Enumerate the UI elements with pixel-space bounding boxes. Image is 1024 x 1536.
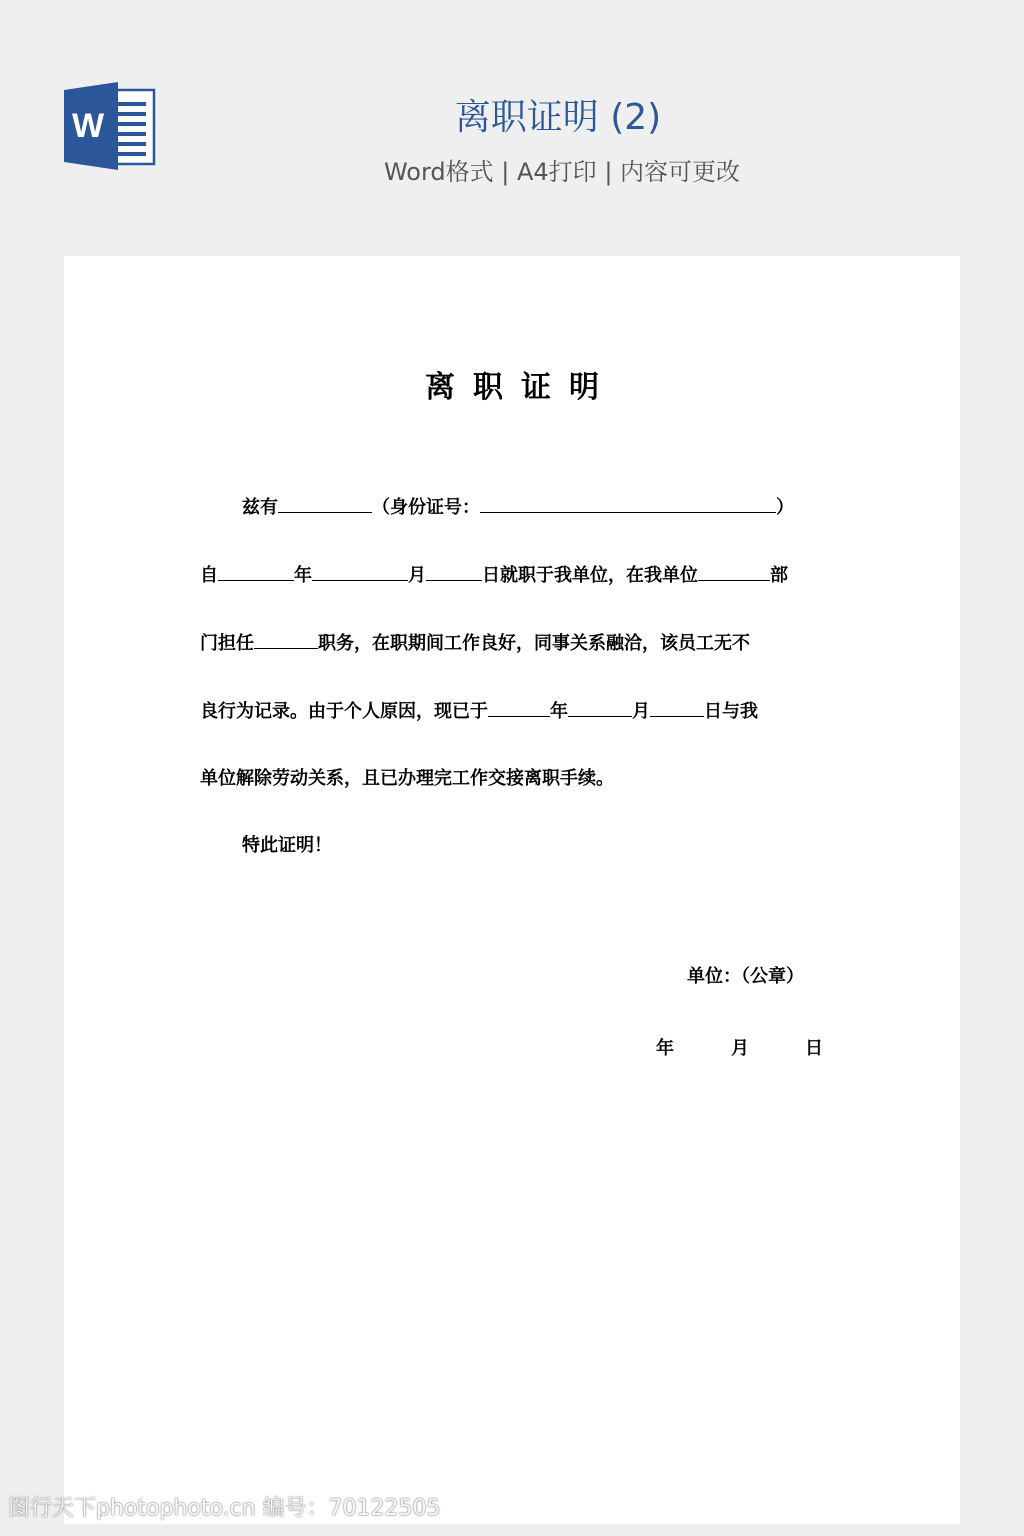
text-segment: 月 xyxy=(632,701,650,722)
date-year-label: 年 xyxy=(656,1038,674,1059)
text-segment: 门担任 xyxy=(200,633,254,654)
text-segment: 良行为记录。由于个人原因，现已于 xyxy=(200,701,488,722)
id-number-blank[interactable] xyxy=(480,492,776,513)
text-segment: 部 xyxy=(770,565,788,586)
date-month-label: 月 xyxy=(731,1038,749,1059)
closing-statement: 特此证明！ xyxy=(242,835,332,856)
start-month-blank[interactable] xyxy=(312,560,408,581)
banner-subtitle: Word格式 | A4打印 | 内容可更改 xyxy=(383,158,741,186)
watermark: 图行天下photophoto.cn 编号：70122505 xyxy=(8,1496,441,1521)
text-segment: 月 xyxy=(408,565,426,586)
document-page xyxy=(64,256,960,1524)
start-year-blank[interactable] xyxy=(218,560,294,581)
text-segment: ） xyxy=(776,497,794,518)
text-segment: 日与我 xyxy=(704,701,758,722)
name-blank[interactable] xyxy=(278,492,372,513)
leave-day-blank[interactable] xyxy=(650,696,704,717)
text-segment: 年 xyxy=(550,701,568,722)
text-segment: 自 xyxy=(200,565,218,586)
department-blank[interactable] xyxy=(698,560,770,581)
document-title: 离职证明 xyxy=(425,370,617,405)
text-segment: （身份证号： xyxy=(372,497,480,518)
banner-title: 离职证明 (2) xyxy=(454,97,662,138)
text-segment: 职务，在职期间工作良好，同事关系融洽，该员工无不 xyxy=(318,633,750,654)
paragraph-line-5: 单位解除劳动关系，且已办理完工作交接离职手续。 xyxy=(200,768,614,789)
header-banner xyxy=(0,0,1024,256)
unit-seal-line: 单位：（公章） xyxy=(687,966,804,987)
leave-year-blank[interactable] xyxy=(488,696,550,717)
text-segment: 兹有 xyxy=(242,497,278,518)
leave-month-blank[interactable] xyxy=(568,696,632,717)
paragraph-line-2 xyxy=(200,560,824,591)
text-segment: 年 xyxy=(294,565,312,586)
text-segment: 日就职于我单位，在我单位 xyxy=(482,565,698,586)
svg-text:W: W xyxy=(71,107,105,145)
position-blank[interactable] xyxy=(254,628,318,649)
paragraph-line-4 xyxy=(200,696,824,727)
paragraph-line-3 xyxy=(200,628,824,659)
paragraph-line-1 xyxy=(242,492,866,523)
start-day-blank[interactable] xyxy=(426,560,482,581)
date-day-label: 日 xyxy=(805,1038,823,1059)
